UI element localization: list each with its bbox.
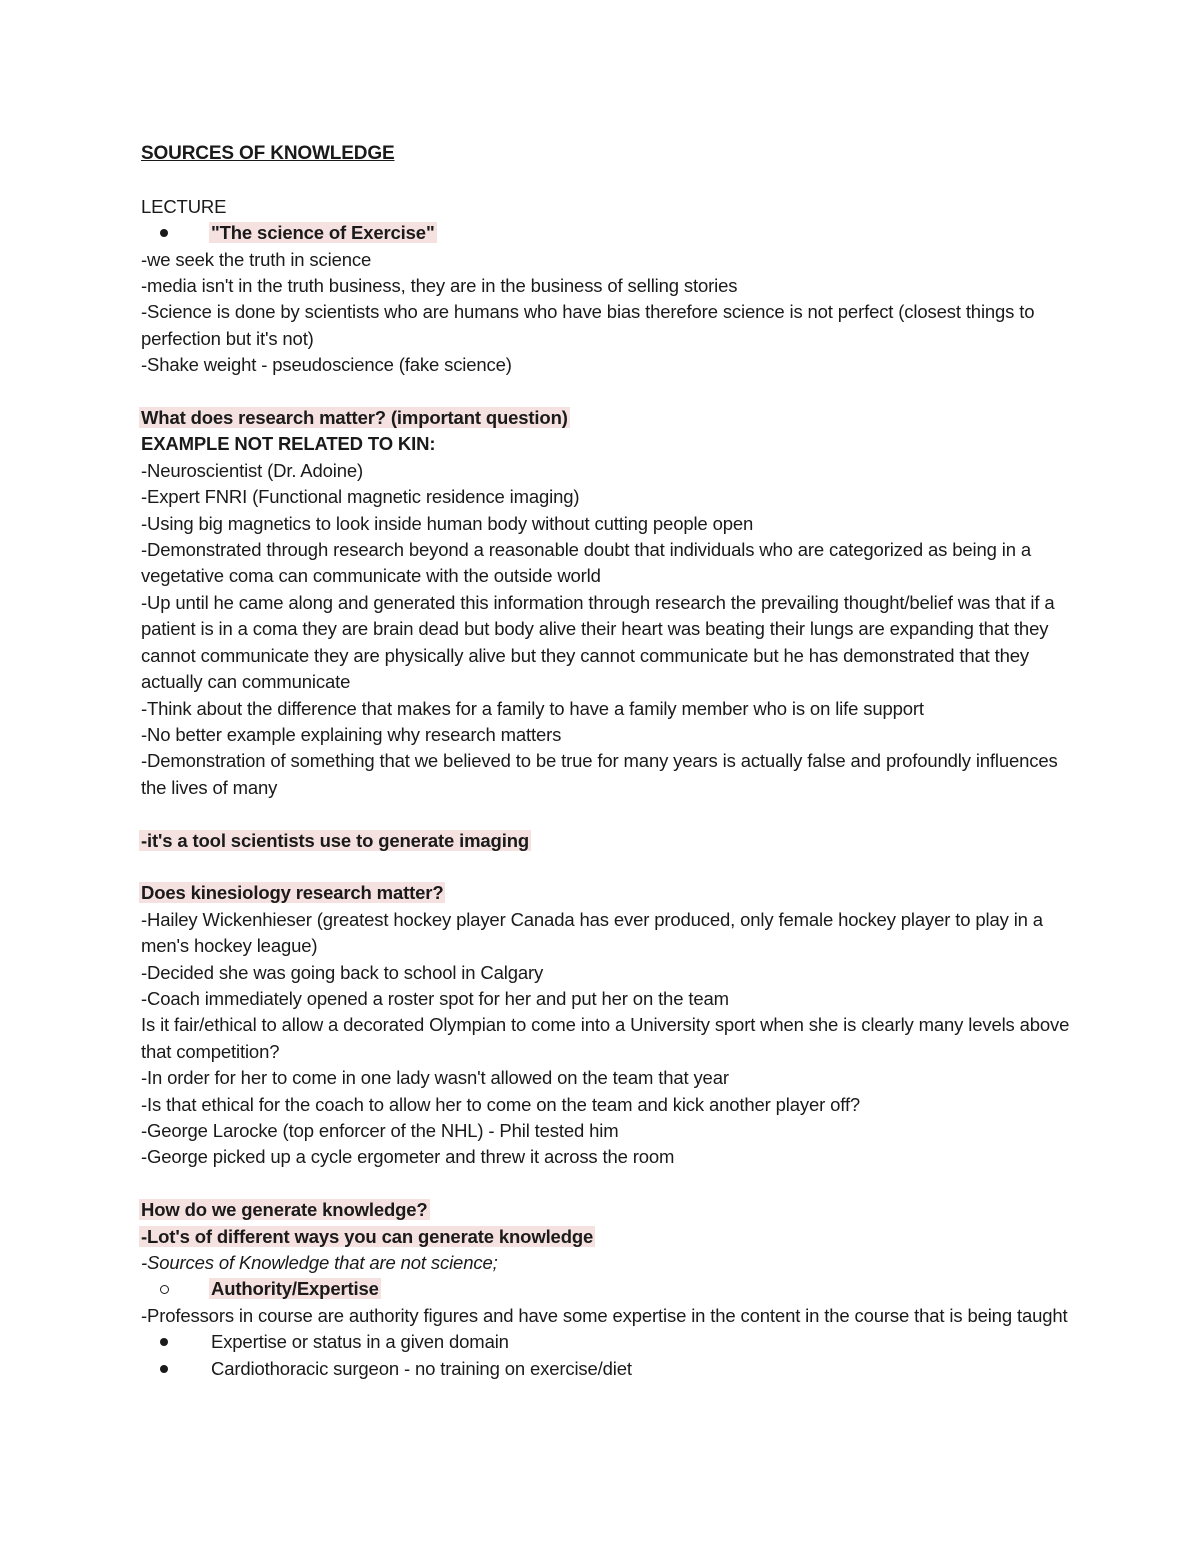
paragraph-line: -Up until he came along and generated this information through research the prevailing thought/belief was that if a patient is in a coma they are brain dead but body alive their heart was beating their lungs are expanding that they cannot communicate they are physically alive but they cannot communicate but he has demonstrated that they actually can communicate [141,591,1055,693]
paragraph-line: -Using big magnetics to look inside human body without cutting people open [141,512,754,534]
spacer [141,1171,1071,1197]
section-heading-row [141,1224,1071,1250]
paragraph-line: -No better example explaining why research matters [141,723,562,745]
spacer [141,801,1071,827]
paragraph-line: -Shake weight - pseudoscience (fake science) [141,354,512,376]
bullet-disc-icon [160,1338,168,1346]
section-heading: What does research matter? (important question) [141,407,568,429]
bullet-text: Authority/Expertise [211,1278,379,1300]
paragraph-line: -George picked up a cycle ergometer and threw it across the room [141,1146,675,1168]
section-heading-row [141,1197,1071,1223]
paragraph-line: -media isn't in the truth business, they are in the business of selling stories [141,275,738,297]
sub-bullet-item-authority [141,1276,1071,1302]
section-heading: -Lot's of different ways you can generate knowledge [141,1225,594,1247]
paragraph-line: -Science is done by scientists who are humans who have bias therefore science is not perfect (closest things to perfection but it's not) [141,301,1035,349]
paragraph-line: -Neuroscientist (Dr. Adoine) [141,459,364,481]
paragraph-line: -Demonstration of something that we believed to be true for many years is actually false and profoundly influences the lives of many [141,750,1058,798]
section-subheading: EXAMPLE NOT RELATED TO KIN: [141,433,436,455]
document-page [141,140,1071,1382]
paragraph-line: -Professors in course are authority figures and have some expertise in the content in the course that is being taught [141,1304,1068,1326]
paragraph-line: -Expert FNRI (Functional magnetic residence imaging) [141,486,580,508]
bullet-item [141,1356,1071,1382]
bullet-disc-icon [160,229,168,237]
section-heading: How do we generate knowledge? [141,1199,428,1221]
bullet-circle-icon [160,1285,169,1294]
spacer [141,167,1071,193]
bullet-text: Expertise or status in a given domain [211,1331,509,1353]
paragraph-line: -Demonstrated through research beyond a reasonable doubt that individuals who are categorized as being in a vegetative coma can communicate with the outside world [141,539,1031,587]
section-heading: Does kinesiology research matter? [141,882,444,904]
spacer [141,854,1071,880]
bullet-item [141,1329,1071,1355]
paragraph-line: -Coach immediately opened a roster spot for her and put her on the team [141,987,729,1009]
section-heading: -it's a tool scientists use to generate imaging [141,829,529,851]
paragraph-line: -Think about the difference that makes for a family to have a family member who is on life support [141,697,924,719]
document-title: SOURCES OF KNOWLEDGE [141,143,395,164]
bullet-text: "The science of Exercise" [211,222,435,244]
bullet-item-science-of-exercise [141,220,1071,246]
italic-note: -Sources of Knowledge that are not science; [141,1251,498,1273]
section-heading-row [141,828,1071,854]
bullet-text: Cardiothoracic surgeon - no training on exercise/diet [211,1357,632,1379]
paragraph-line: -we seek the truth in science [141,248,372,270]
paragraph-line: Is it fair/ethical to allow a decorated Olympian to come into a University sport when she is clearly many levels above that competition? [141,1014,1070,1062]
paragraph-line: -In order for her to come in one lady wasn't allowed on the team that year [141,1067,729,1089]
paragraph-line: -Is that ethical for the coach to allow her to come on the team and kick another player off? [141,1093,861,1115]
section-heading-row [141,405,1071,431]
paragraph-line: -Decided she was going back to school in Calgary [141,961,544,983]
spacer [141,379,1071,405]
bullet-disc-icon [160,1365,168,1373]
paragraph-line: -George Larocke (top enforcer of the NHL) - Phil tested him [141,1119,619,1141]
paragraph-line: -Hailey Wickenhieser (greatest hockey player Canada has ever produced, only female hockey player to play in a men's hockey league) [141,908,1043,957]
document-title-row [141,140,1071,167]
lecture-label: LECTURE [141,195,227,217]
section-heading-row [141,880,1071,906]
